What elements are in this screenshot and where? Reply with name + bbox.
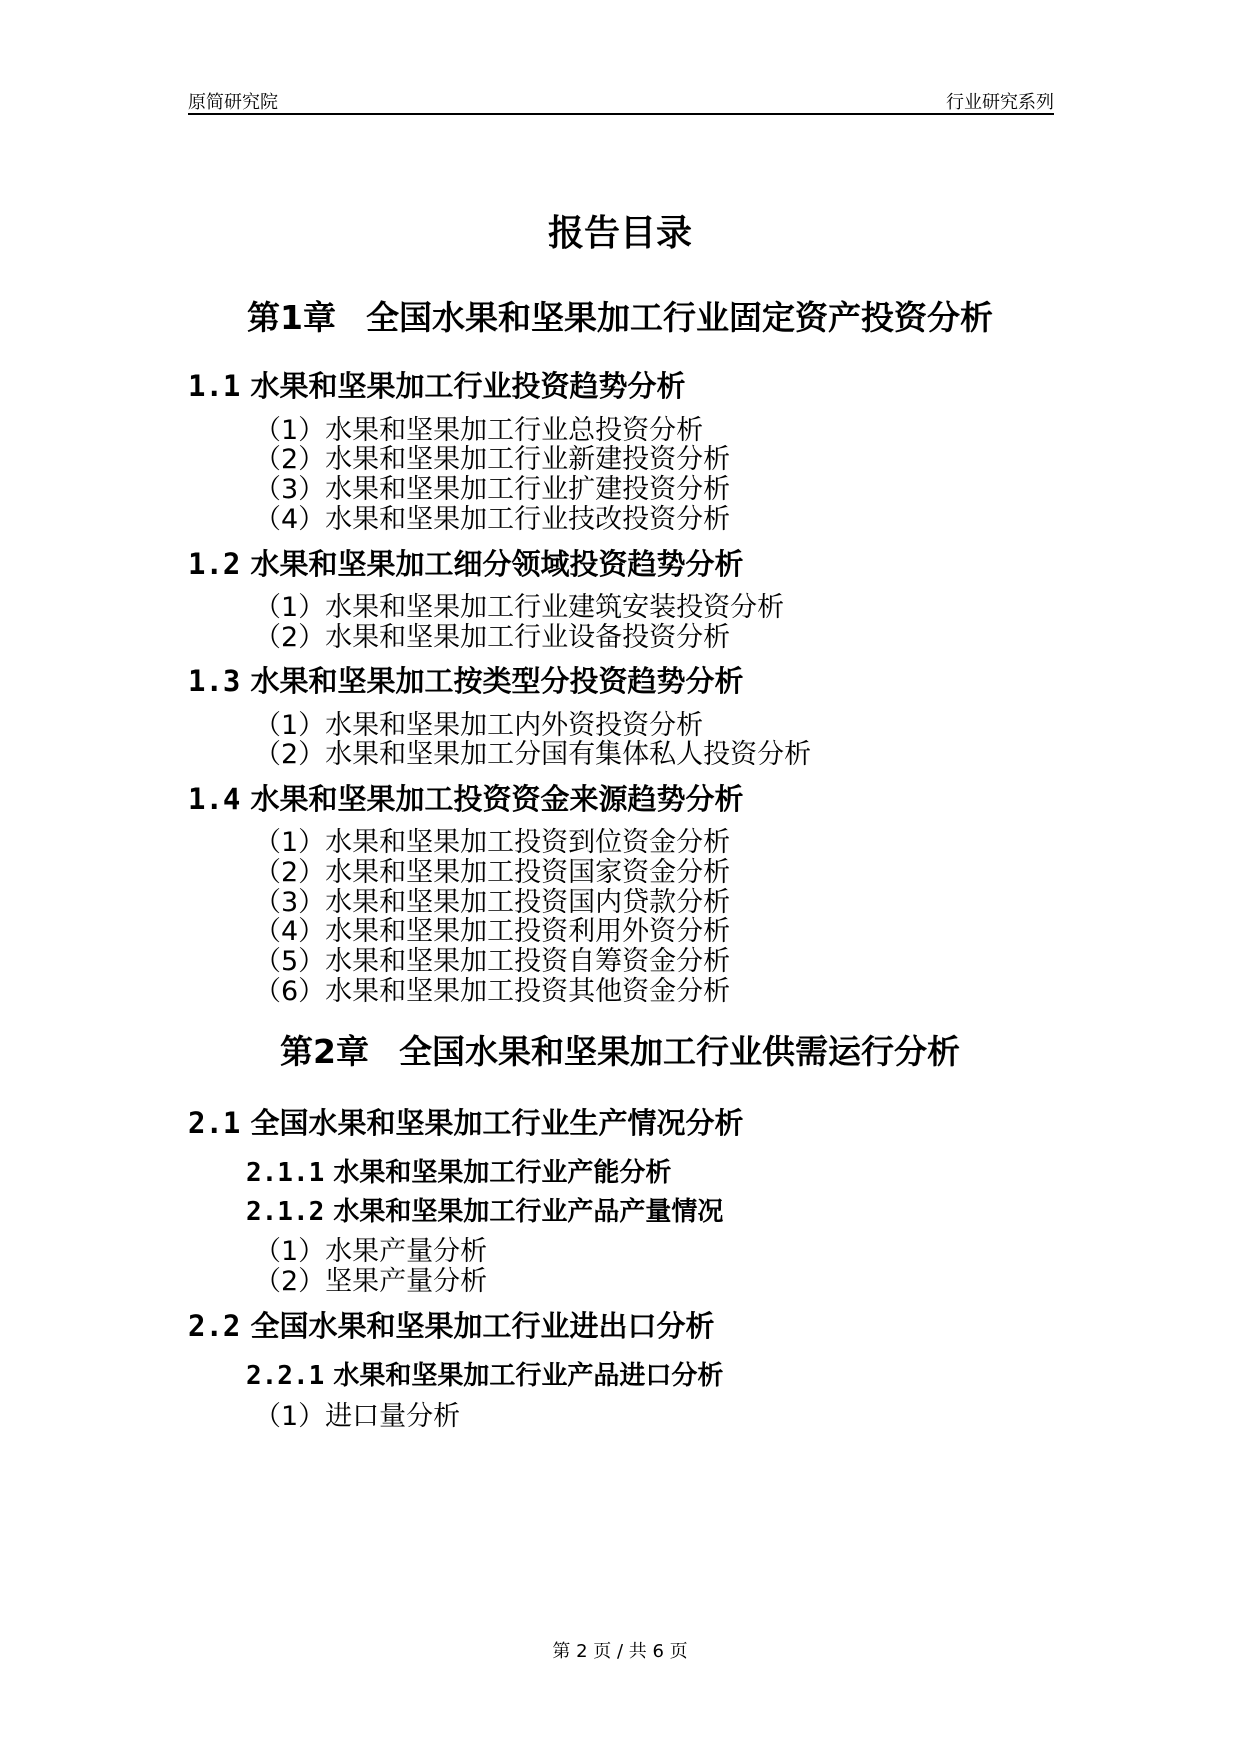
toc-item: （4）水果和坚果加工行业技改投资分析 — [254, 504, 731, 535]
toc-item: （3）水果和坚果加工投资国内贷款分析 — [254, 887, 731, 918]
toc-item: （6）水果和坚果加工投资其他资金分析 — [254, 976, 731, 1007]
toc-item: （3）水果和坚果加工行业扩建投资分析 — [254, 474, 731, 505]
subsection-2-1-2-heading: 2.1.2 水果和坚果加工行业产品产量情况 — [246, 1197, 724, 1227]
toc-item: （1）进口量分析 — [254, 1401, 461, 1432]
page-number-footer: 第 2 页 / 共 6 页 — [552, 1641, 688, 1662]
chapter-title: 全国水果和坚果加工行业固定资产投资分析 — [365, 298, 993, 337]
toc-item: （2）水果和坚果加工分国有集体私人投资分析 — [254, 739, 812, 770]
toc-item: （1）水果和坚果加工内外资投资分析 — [254, 710, 704, 741]
toc-item: （2）水果和坚果加工投资国家资金分析 — [254, 857, 731, 888]
section-1-3-heading: 1.3 水果和坚果加工按类型分投资趋势分析 — [188, 664, 744, 698]
subsection-2-2-1-heading: 2.2.1 水果和坚果加工行业产品进口分析 — [246, 1361, 724, 1391]
toc-item: （5）水果和坚果加工投资自筹资金分析 — [254, 946, 731, 977]
toc-item: （1）水果和坚果加工行业总投资分析 — [254, 415, 704, 446]
header-right: 行业研究系列 — [946, 92, 1054, 113]
section-1-2-heading: 1.2 水果和坚果加工细分领域投资趋势分析 — [188, 547, 744, 581]
toc-item: （2）水果和坚果加工行业设备投资分析 — [254, 622, 731, 653]
chapter-number: 第2章 — [280, 1032, 369, 1071]
header-left: 原简研究院 — [188, 92, 278, 113]
toc-item: （4）水果和坚果加工投资利用外资分析 — [254, 916, 731, 947]
chapter-2-heading — [0, 1026, 1240, 1073]
section-2-2-heading: 2.2 全国水果和坚果加工行业进出口分析 — [188, 1309, 715, 1343]
section-1-1-heading: 1.1 水果和坚果加工行业投资趋势分析 — [188, 369, 686, 403]
page-title: 报告目录 — [547, 213, 692, 254]
header-divider — [188, 113, 1054, 115]
toc-item: （1）水果产量分析 — [254, 1236, 488, 1267]
chapter-title: 全国水果和坚果加工行业供需运行分析 — [398, 1032, 960, 1071]
toc-item: （2）水果和坚果加工行业新建投资分析 — [254, 444, 731, 475]
toc-item: （1）水果和坚果加工行业建筑安装投资分析 — [254, 592, 785, 623]
toc-item: （1）水果和坚果加工投资到位资金分析 — [254, 827, 731, 858]
chapter-1-heading — [0, 292, 1240, 339]
section-2-1-heading: 2.1 全国水果和坚果加工行业生产情况分析 — [188, 1106, 744, 1140]
toc-item: （2）坚果产量分析 — [254, 1266, 488, 1297]
section-1-4-heading: 1.4 水果和坚果加工投资资金来源趋势分析 — [188, 782, 744, 816]
subsection-2-1-1-heading: 2.1.1 水果和坚果加工行业产能分析 — [246, 1158, 672, 1188]
chapter-number: 第1章 — [247, 298, 336, 337]
